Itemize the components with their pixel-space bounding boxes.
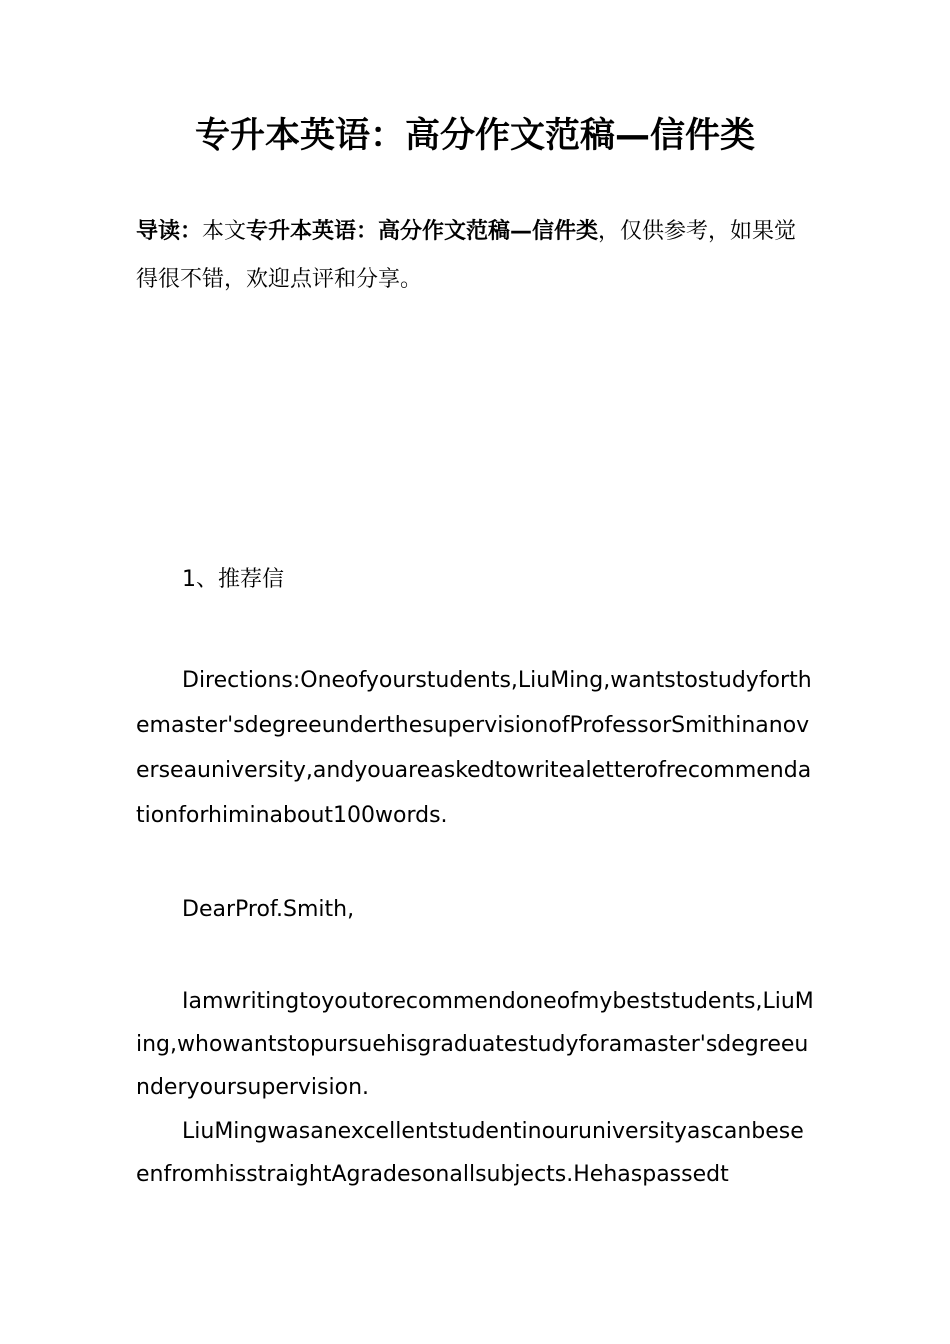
intro-bold-title: 专升本英语：高分作文范稿—信件类: [246, 219, 599, 244]
letter-body-paragraph: Iamwritingtoyoutorecommendoneofmybeststudents,LiuMing,whowantstopursuehisgraduatestudyforamaster'sdegreeunderyoursupervision.: [136, 989, 814, 1100]
section-heading: 1、推荐信: [182, 567, 284, 592]
directions-paragraph: Directions:Oneofyourstudents,LiuMing,wantstostudyforthemaster'sdegreeunderthesupervisionofProfessorSmithinanoverseauniversity,andyouareaskedtowritealetterofrecommendationforhiminabout100words.: [136, 668, 812, 828]
intro-paragraph: [136, 208, 816, 304]
intro-text-after: ，仅供参考，如果觉得很不错，欢迎点评和分享。: [136, 219, 797, 292]
letter-salutation: DearProf.Smith,: [182, 897, 355, 922]
letter-body-paragraph-2: LiuMingwasanexcellentstudentinouruniversityascanbeseenfromhisstraightAgradesonallsubjects.Hehaspassedt: [136, 1119, 804, 1187]
intro-label: 导读：: [136, 219, 203, 244]
intro-text-before: 本文: [202, 219, 247, 244]
document-title: 专升本英语：高分作文范稿—信件类: [194, 116, 755, 156]
